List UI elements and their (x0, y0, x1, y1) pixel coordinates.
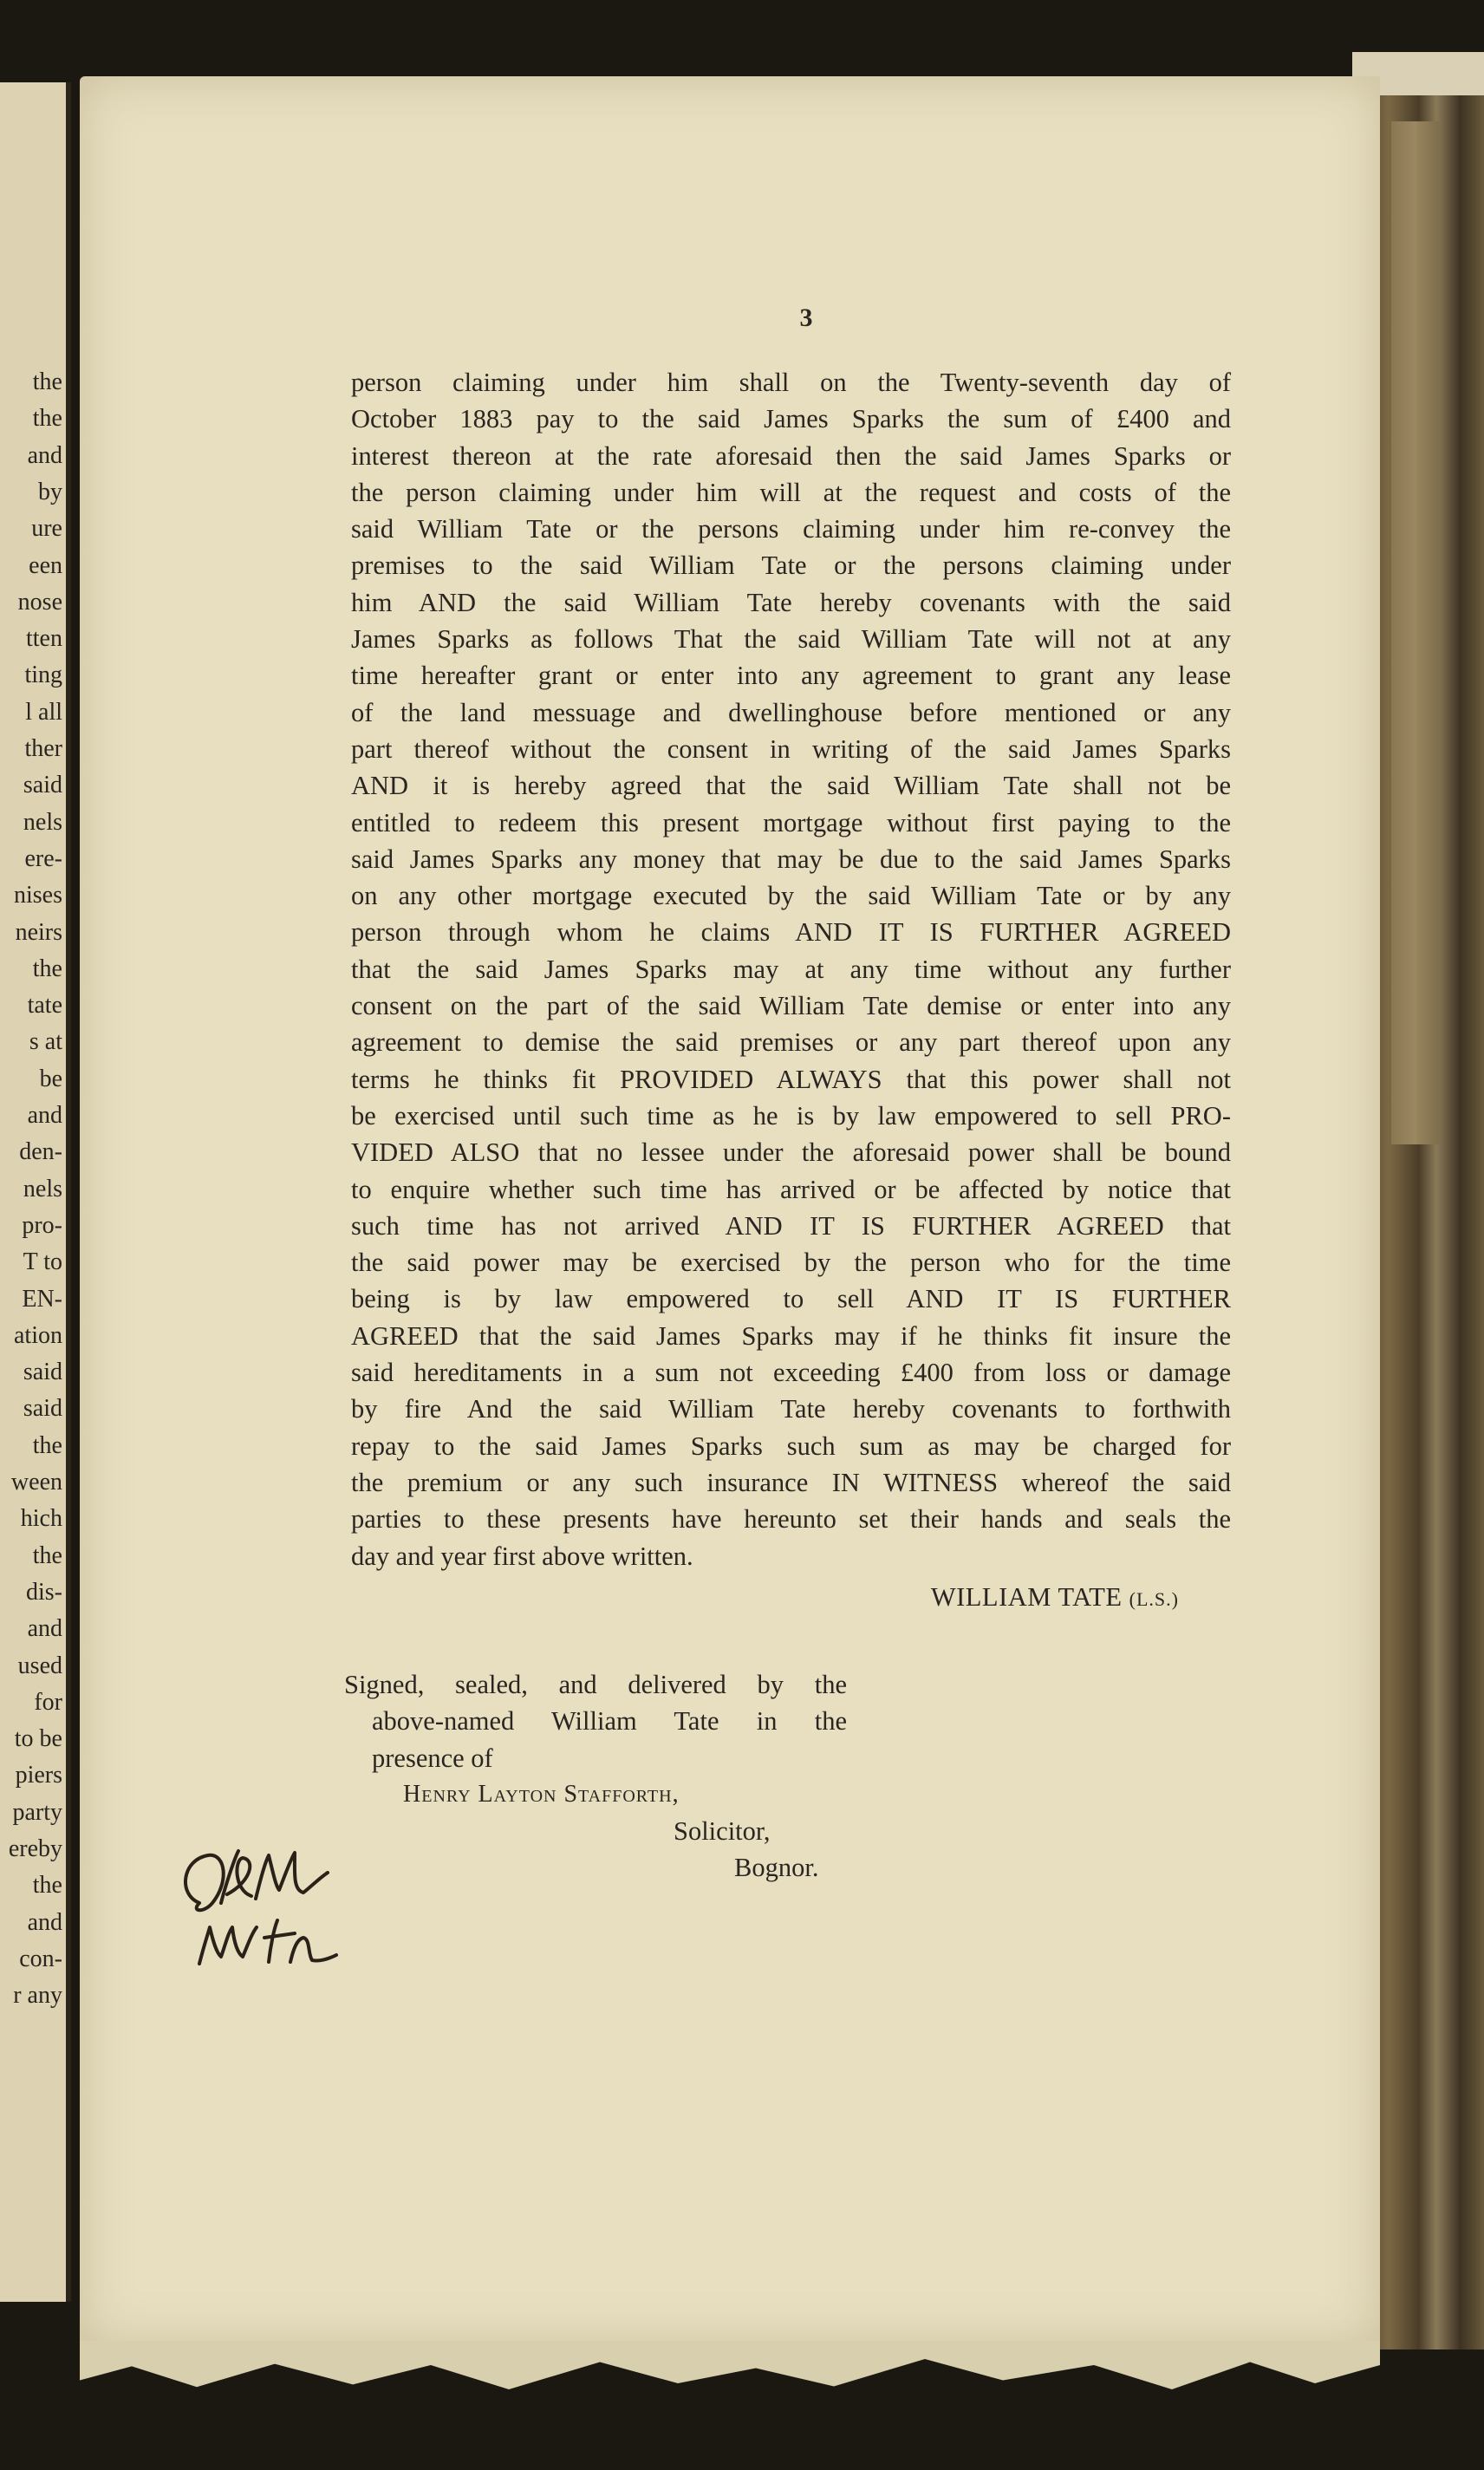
left-page-text-fragment: the (32, 1872, 62, 1900)
deed-text-line: premises to the said William Tate or the persons claiming under (351, 551, 1231, 581)
deed-text-line: AGREED that the said James Sparks may if he thinks fit insure the (351, 1320, 1231, 1351)
left-page-text-fragment: ere- (24, 844, 62, 872)
deed-text-line: to enquire whether such time has arrived or be affected by notice that (351, 1174, 1231, 1204)
signatory-line (867, 1582, 1179, 1613)
handwritten-initials (173, 1842, 347, 1990)
attestation-line-2: above-named William Tate in the (372, 1706, 847, 1737)
left-page-text-fragment: s at (29, 1028, 62, 1056)
left-page-text-fragment: neirs (15, 918, 62, 946)
left-page-text-fragment: used (17, 1652, 62, 1679)
left-page-text-fragment: pro- (22, 1211, 62, 1239)
deed-text-line: October 1883 pay to the said James Sparks the sum of £400 and (351, 404, 1231, 434)
left-page-text-fragment: be (39, 1065, 62, 1092)
deed-text-line: AND it is hereby agreed that the said William Tate shall not be (351, 771, 1231, 801)
left-page-text-fragment: by (38, 478, 62, 505)
attestation-line-3: presence of (372, 1743, 493, 1773)
left-page-text-fragment: nose (17, 588, 62, 616)
deed-text-line: consent on the part of the said William Tate demise or enter into any (351, 991, 1231, 1021)
deed-text-line: the said power may be exercised by the person who for the time (351, 1248, 1231, 1278)
left-page-text-fragment: ure (31, 515, 62, 543)
left-page-text-fragment: the (32, 1431, 62, 1459)
deed-text-line: the premium or any such insurance IN WITNESS whereof the said (351, 1467, 1231, 1497)
deed-text-line: entitled to redeem this present mortgage without first paying to the (351, 807, 1231, 837)
left-page-text-fragment: to be (14, 1725, 62, 1753)
left-page-text-fragment: ation (14, 1321, 62, 1349)
deed-text-line: part thereof without the consent in writing of the said James Sparks (351, 733, 1231, 764)
deed-text-line: James Sparks as follows That the said William Tate will not at any (351, 624, 1231, 655)
adjacent-left-page (0, 82, 71, 2302)
left-page-text-fragment: hich (20, 1505, 62, 1533)
left-page-text-fragment: party (12, 1798, 62, 1826)
left-page-text-fragment: nels (23, 1175, 62, 1202)
deed-text-line: agreement to demise the said premises or any part thereof upon any (351, 1027, 1231, 1058)
deed-text-line: said James Sparks any money that may be due to the said James Sparks (351, 844, 1231, 874)
left-page-text-fragment: the (32, 368, 62, 395)
witness-role: Solicitor, (674, 1816, 771, 1847)
deed-text-line: by fire And the said William Tate hereby covenants to forthwith (351, 1394, 1231, 1424)
deed-text-line: of the land messuage and dwellinghouse before mentioned or any (351, 697, 1231, 727)
left-page-text-fragment: the (32, 1541, 62, 1569)
deed-text-line: repay to the said James Sparks such sum as may be charged for (351, 1431, 1231, 1461)
signatory-name: WILLIAM TATE (930, 1582, 1123, 1612)
deed-text-line: said hereditaments in a sum not exceeding £400 from loss or damage (351, 1358, 1231, 1388)
page-number: 3 (799, 303, 813, 332)
deed-text-line: parties to these presents have hereunto set their hands and seals the (351, 1504, 1231, 1535)
left-page-text-fragment: nises (14, 882, 62, 909)
left-page-text-fragment: and (27, 1908, 62, 1936)
left-page-text-fragment: ting (24, 661, 62, 689)
left-page-text-fragment: ween (10, 1469, 62, 1496)
left-page-text-fragment: the (32, 955, 62, 982)
page-stack-strip (1391, 121, 1439, 1144)
left-page-text-fragment: said (23, 772, 62, 799)
left-page-text-fragment: said (23, 1359, 62, 1386)
left-page-text-fragment: tten (26, 625, 62, 653)
left-page-text-fragment: said (23, 1395, 62, 1423)
deed-text-line: VIDED ALSO that no lessee under the aforesaid power shall be bound (351, 1137, 1231, 1168)
deed-text-line: be exercised until such time as he is by law empowered to sell PRO- (351, 1100, 1231, 1131)
deed-text-line: being is by law empowered to sell AND IT IS FURTHER (351, 1284, 1231, 1314)
deed-text-line: such time has not arrived AND IT IS FURTHER AGREED that (351, 1210, 1231, 1241)
left-page-text-fragment: and (27, 441, 62, 469)
seal-mark: (L.S.) (1129, 1588, 1179, 1610)
left-page-text-fragment: and (27, 1102, 62, 1129)
deed-body-text (351, 364, 1231, 1574)
left-page-text-fragment: nels (23, 808, 62, 836)
deed-text-line: person through whom he claims AND IT IS FURTHER AGREED (351, 917, 1231, 948)
deed-text-line: day and year first above written. (351, 1541, 693, 1571)
left-page-text-fragment: l all (25, 698, 62, 726)
left-page-text-fragment: and (27, 1615, 62, 1643)
deed-text-line: him AND the said William Tate hereby covenants with the said (351, 587, 1231, 617)
deed-text-line: the person claiming under him will at the request and costs of the (351, 477, 1231, 507)
left-page-text-fragment: T to (23, 1248, 62, 1276)
left-page-text-fragment: piers (15, 1762, 62, 1789)
deed-text-line: person claiming under him shall on the Twenty-seventh day of (351, 368, 1231, 397)
witness-name: Henry Layton Stafforth, (403, 1780, 680, 1808)
torn-page-edge (80, 2341, 1380, 2402)
left-page-text-fragment: den- (19, 1138, 62, 1166)
deed-text-line: interest thereon at the rate aforesaid then the said James Sparks or (351, 440, 1231, 471)
left-page-text-fragment: een (29, 551, 62, 579)
deed-text-line: on any other mortgage executed by the said William Tate or by any (351, 881, 1231, 911)
left-page-text-fragment: tate (27, 992, 62, 1020)
left-page-text-fragment: r any (13, 1982, 62, 2010)
attestation-line-1: Signed, sealed, and delivered by the (344, 1670, 847, 1699)
deed-text-line: time hereafter grant or enter into any agreement to grant any lease (351, 661, 1231, 691)
left-page-text-fragment: ereby (8, 1835, 62, 1862)
left-page-text-fragment: for (34, 1688, 62, 1716)
left-page-text-fragment: ther (24, 735, 62, 762)
left-page-text-fragment: dis- (26, 1578, 62, 1606)
attestation-clause (344, 1666, 847, 1887)
left-page-text-fragment: EN- (22, 1285, 62, 1313)
deed-text-line: terms he thinks fit PROVIDED ALWAYS that this power shall not (351, 1064, 1231, 1094)
left-page-text-fragment: the (32, 405, 62, 433)
left-page-text-fragment: con- (19, 1945, 62, 1972)
deed-text-line: that the said James Sparks may at any time without any further (351, 954, 1231, 984)
deed-text-line: said William Tate or the persons claiming under him re-convey the (351, 514, 1231, 544)
witness-place: Bognor. (734, 1853, 819, 1883)
